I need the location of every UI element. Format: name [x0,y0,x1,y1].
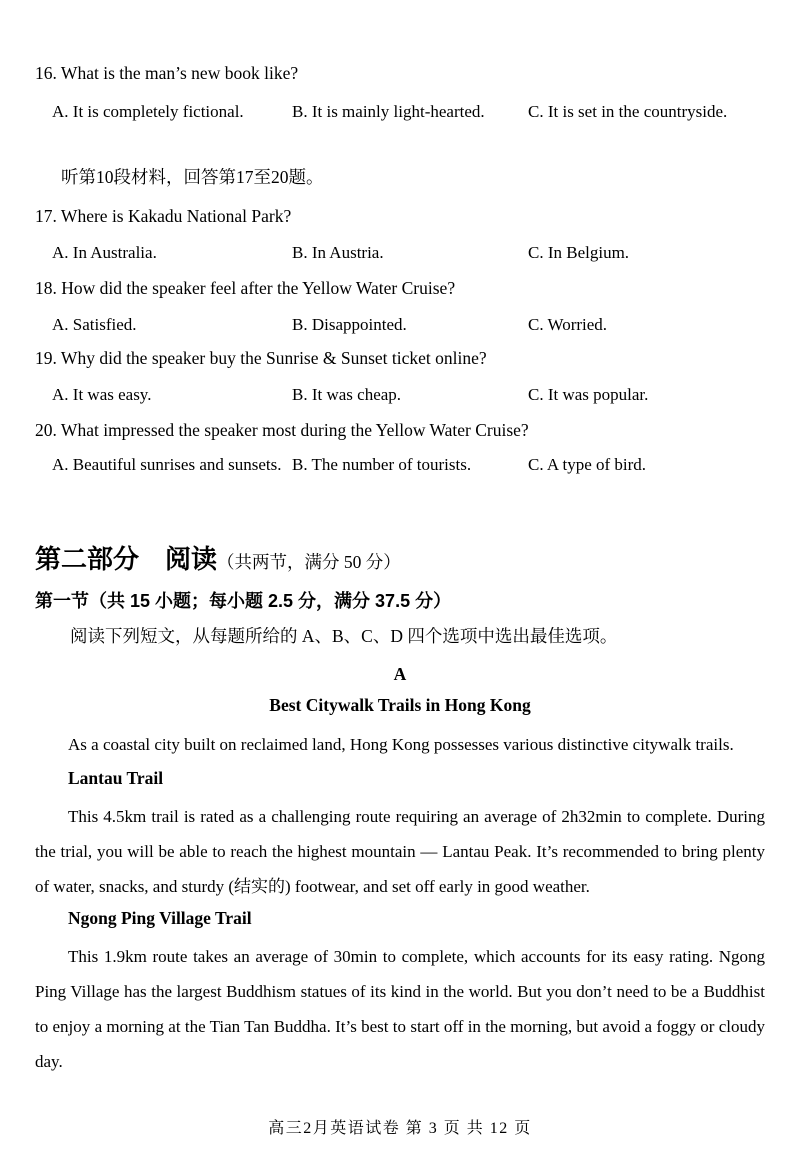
question-16-text: 16. What is the man’s new book like? [35,63,299,83]
question-19-text: 19. Why did the speaker buy the Sunrise & Sunset ticket online? [35,348,487,368]
q18-option-c: C. Worried. [528,315,608,334]
question-17-text: 17. Where is Kakadu National Park? [35,206,292,226]
question-18-options [35,313,765,337]
q20-option-c: C. A type of bird. [528,455,647,474]
trail1-paragraph: This 4.5km trail is rated as a challenging route requiring an average of 2h32min to complete. During the trial, you will be able to reach the highest mountain — Lantau Peak. It’s recommended to bring plenty of water, snacks, and sturdy (结实的) footwear, and set off early in good weather. [35,807,765,896]
listening-material-note: 听第10段材料，回答第17至20题。 [61,167,324,187]
q20-option-b: B. The number of tourists. [292,455,472,474]
trail1-heading: Lantau Trail [68,768,164,788]
part2-heading [35,543,765,578]
part2-heading-main: 第二部分 阅读 [35,544,218,574]
trail2-heading: Ngong Ping Village Trail [68,908,252,928]
question-19-options [35,383,765,407]
question-18-text: 18. How did the speaker feel after the Yellow Water Cruise? [35,278,456,298]
question-20-options [35,453,765,477]
q16-option-c: C. It is set in the countryside. [528,102,728,121]
q19-option-a: A. It was easy. [52,385,152,404]
trail2-paragraph: This 1.9km route takes an average of 30min to complete, which accounts for its easy rating. Ngong Ping Village has the largest Buddhism statues of its kind in the world. But you don’t need to be a Buddhist to enjoy a morning at the Tian Tan Buddha. It’s best to start off in the morning, but avoid a foggy or cloudy day. [35,947,765,1071]
q18-option-b: B. Disappointed. [292,315,407,334]
question-16-options [35,100,765,124]
question-20-text: 20. What impressed the speaker most during the Yellow Water Cruise? [35,420,529,440]
part2-heading-paren: （共两节，满分 50 分） [217,552,401,572]
q17-option-c: C. In Belgium. [528,243,630,262]
passage-title: Best Citywalk Trails in Hong Kong [269,695,531,715]
reading-instruction: 阅读下列短文，从每题所给的 A、B、C、D 四个选项中选出最佳选项。 [70,626,618,646]
section1-heading: 第一节（共 15 小题；每小题 2.5 分，满分 37.5 分） [35,591,452,611]
passage-label: A [393,664,407,684]
passage-intro: As a coastal city built on reclaimed land, Hong Kong possesses various distinctive citywalk trails. [68,735,734,754]
question-17-options [35,241,765,265]
q16-option-a: A. It is completely fictional. [52,102,244,121]
q16-option-b: B. It is mainly light-hearted. [292,102,485,121]
footer-page-info: 高三2月英语试卷 第 3 页 共 12 页 [268,1120,532,1137]
q17-option-a: A. In Australia. [52,243,157,262]
q19-option-c: C. It was popular. [528,385,649,404]
q18-option-a: A. Satisfied. [52,315,137,334]
q20-option-a: A. Beautiful sunrises and sunsets. [52,455,282,474]
q17-option-b: B. In Austria. [292,243,384,262]
q19-option-b: B. It was cheap. [292,385,402,404]
